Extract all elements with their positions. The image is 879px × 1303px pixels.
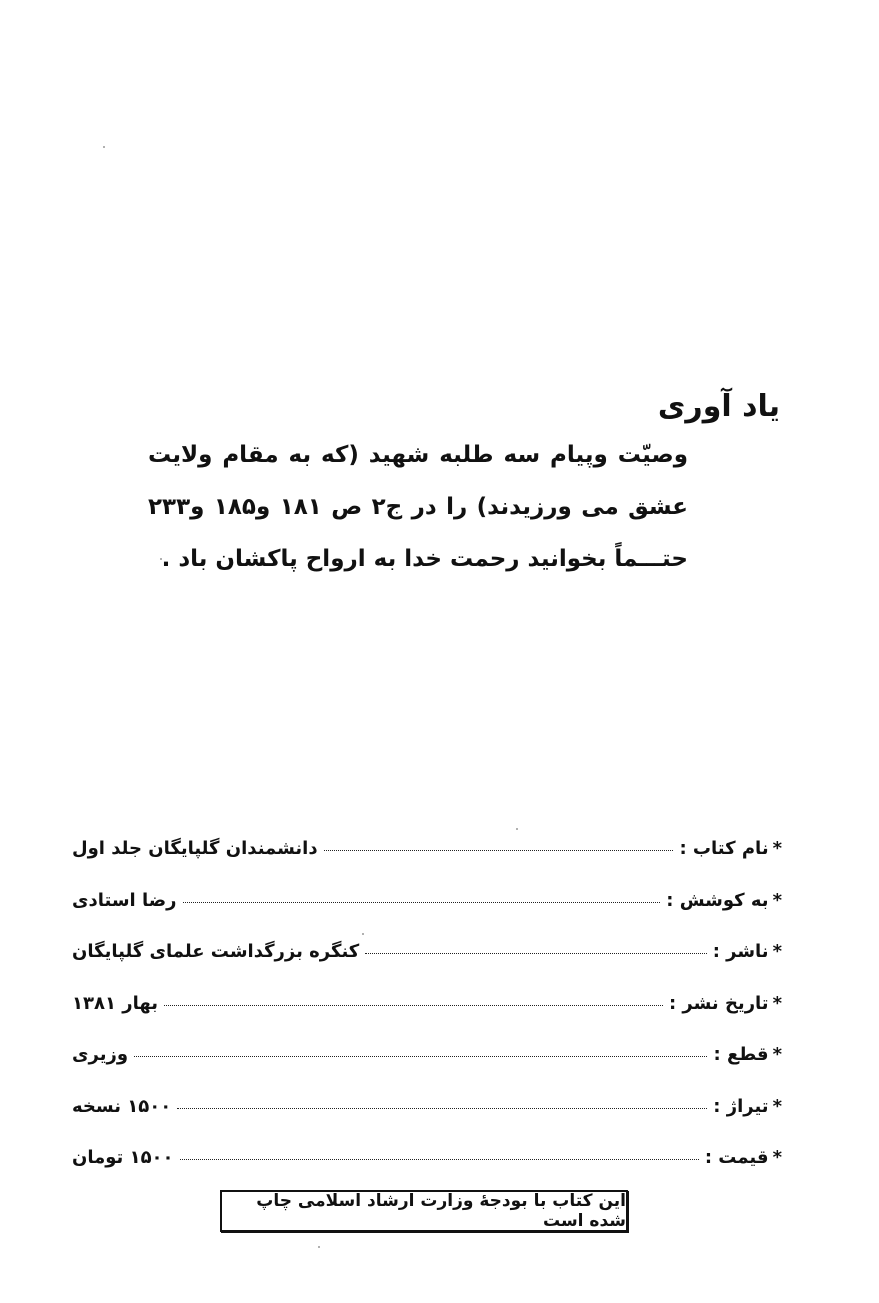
- info-label: *تاریخ نشر :: [668, 992, 782, 1014]
- scan-speck: [103, 146, 105, 148]
- remembrance-body: وصیّت وپیام سه طلبه شهید (که به مقام ولایت عشق می ورزیدند) را در ج۲ ص ۱۸۱ و۱۸۵ و۲۳۳ حتـــماً بخوانید رحمت خدا به ارواح پاکشان باد .: [148, 442, 688, 572]
- dotted-leader: [183, 902, 661, 903]
- print-notice-box: [220, 1190, 628, 1232]
- info-value: کنگره بزرگداشت علمای گلپایگان: [72, 941, 360, 962]
- bullet-star-icon: *: [772, 838, 782, 859]
- info-value: ۱۵۰۰ نسخه: [72, 1095, 172, 1117]
- info-label: *نام کتاب :: [679, 838, 782, 859]
- info-value: دانشمندان گلپایگان جلد اول: [72, 838, 318, 859]
- info-value: ۱۵۰۰ تومان: [72, 1147, 174, 1168]
- info-row-format: [72, 1044, 782, 1096]
- dotted-leader: [365, 953, 706, 954]
- remembrance-section: [150, 385, 780, 585]
- bullet-star-icon: *: [772, 889, 782, 911]
- info-row-title: [72, 838, 782, 890]
- dotted-leader: [177, 1108, 707, 1109]
- dotted-leader: [324, 850, 674, 851]
- info-value: بهار ۱۳۸۱: [72, 992, 158, 1014]
- info-label: *قطع :: [713, 1044, 782, 1065]
- info-value: وزیری: [72, 1044, 129, 1065]
- scan-speck: [516, 828, 518, 830]
- scan-speck: [318, 1246, 320, 1248]
- print-notice-text: این کتاب با بودجهٔ وزارت ارشاد اسلامی چاپ شده است: [256, 1191, 626, 1231]
- info-label: *ناشر :: [712, 941, 782, 962]
- info-row-publisher: [72, 941, 782, 993]
- remembrance-title: یاد آوری: [657, 389, 780, 424]
- info-label: *به کوشش :: [666, 889, 782, 911]
- bullet-star-icon: *: [772, 1044, 782, 1065]
- info-label: *تیراژ :: [713, 1095, 782, 1117]
- info-value: رضا استادی: [72, 889, 177, 911]
- info-label: *قیمت :: [704, 1147, 782, 1168]
- bullet-star-icon: *: [772, 1147, 782, 1168]
- dotted-leader: [164, 1005, 663, 1006]
- book-info-table: [72, 838, 782, 1199]
- info-row-publish-date: [72, 993, 782, 1045]
- bullet-star-icon: *: [772, 1095, 782, 1117]
- dotted-leader: [180, 1159, 699, 1160]
- dotted-leader: [134, 1056, 707, 1057]
- bullet-star-icon: *: [772, 992, 782, 1014]
- info-row-print-run: [72, 1096, 782, 1148]
- bullet-star-icon: *: [772, 941, 782, 962]
- info-row-compiler: [72, 890, 782, 942]
